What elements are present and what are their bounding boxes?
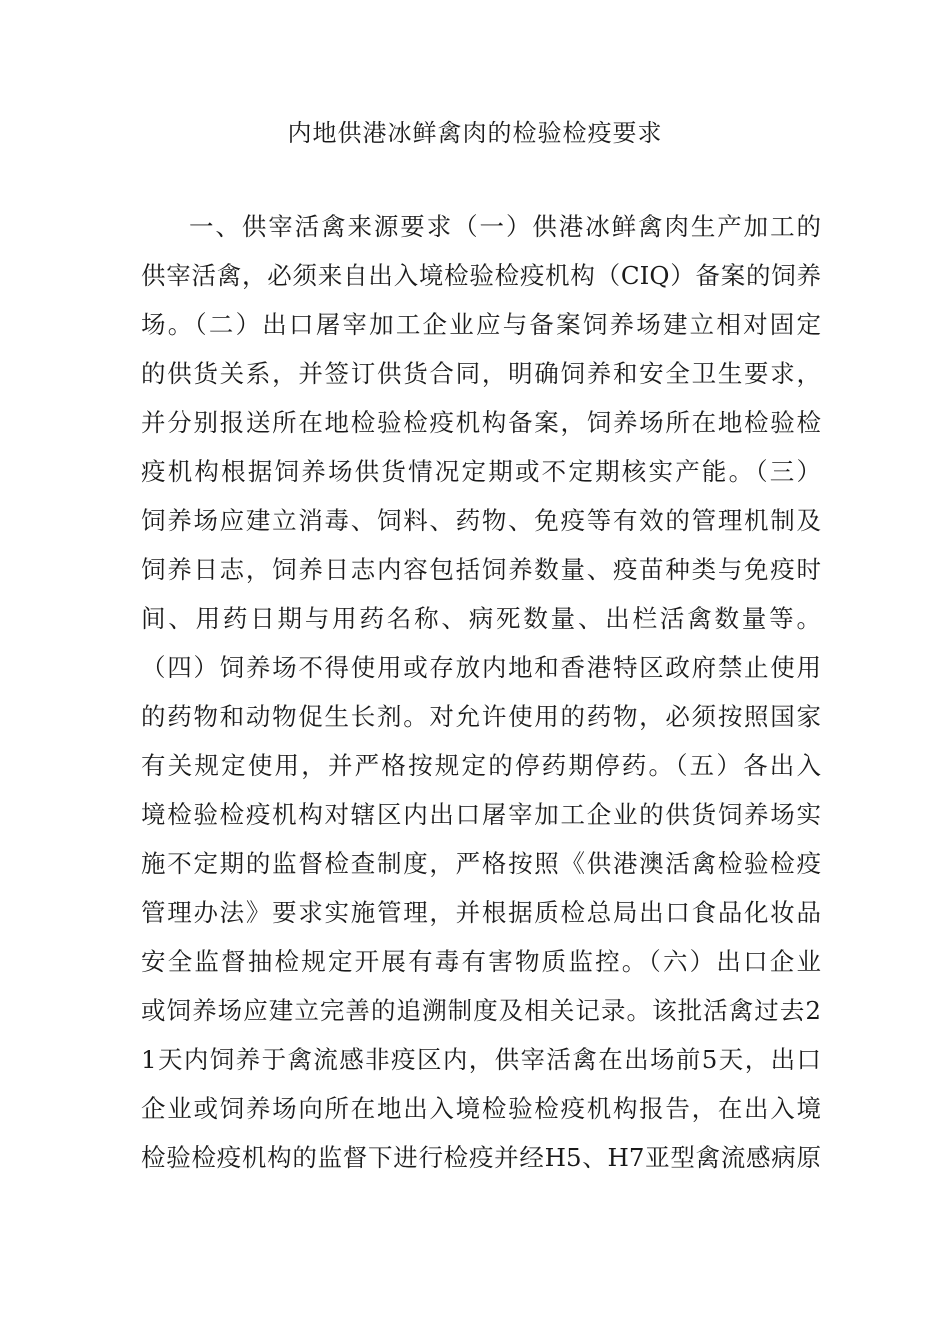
body-line: 有关规定使用，并严格按规定的停药期停药。（五）各出入 [141, 751, 821, 780]
body-line: 安全监督抽检规定开展有毒有害物质监控。（六）出口企业 [141, 947, 821, 976]
body-line: 一、供宰活禽来源要求（一）供港冰鲜禽肉生产加工的 [189, 212, 821, 241]
body-line: 的药物和动物促生长剂。对允许使用的药物，必须按照国家 [141, 702, 821, 731]
body-line: 或饲养场应建立完善的追溯制度及相关记录。该批活禽过去2 [141, 996, 821, 1025]
body-line: 境检验检疫机构对辖区内出口屠宰加工企业的供货饲养场实 [141, 800, 821, 829]
document-title: 内地供港冰鲜禽肉的检验检疫要求 [287, 119, 663, 147]
body-line: 并分别报送所在地检验检疫机构备案，饲养场所在地检验检 [141, 408, 821, 437]
body-line: 企业或饲养场向所在地出入境检验检疫机构报告，在出入境 [141, 1094, 821, 1123]
body-line: 管理办法》要求实施管理，并根据质检总局出口食品化妆品 [141, 898, 821, 927]
body-line: 供宰活禽，必须来自出入境检验检疫机构（CIQ）备案的饲养 [141, 261, 821, 290]
body-line: 饲养场应建立消毒、饲料、药物、免疫等有效的管理机制及 [141, 506, 821, 535]
body-line: 的供货关系，并签订供货合同，明确饲养和安全卫生要求， [141, 359, 821, 388]
body-line: （四）饲养场不得使用或存放内地和香港特区政府禁止使用 [141, 653, 821, 682]
body-line: 检验检疫机构的监督下进行检疫并经H5、H7亚型禽流感病原 [141, 1143, 821, 1172]
body-line: 1天内饲养于禽流感非疫区内，供宰活禽在出场前5天，出口 [141, 1045, 821, 1074]
body-line: 间、用药日期与用药名称、病死数量、出栏活禽数量等。 [141, 604, 821, 633]
body-line: 场。（二）出口屠宰加工企业应与备案饲养场建立相对固定 [141, 310, 821, 339]
body-line: 疫机构根据饲养场供货情况定期或不定期核实产能。（三） [141, 457, 821, 486]
document-body [141, 202, 821, 1182]
body-line: 饲养日志，饲养日志内容包括饲养数量、疫苗种类与免疫时 [141, 555, 821, 584]
body-line: 施不定期的监督检查制度，严格按照《供港澳活禽检验检疫 [141, 849, 821, 878]
